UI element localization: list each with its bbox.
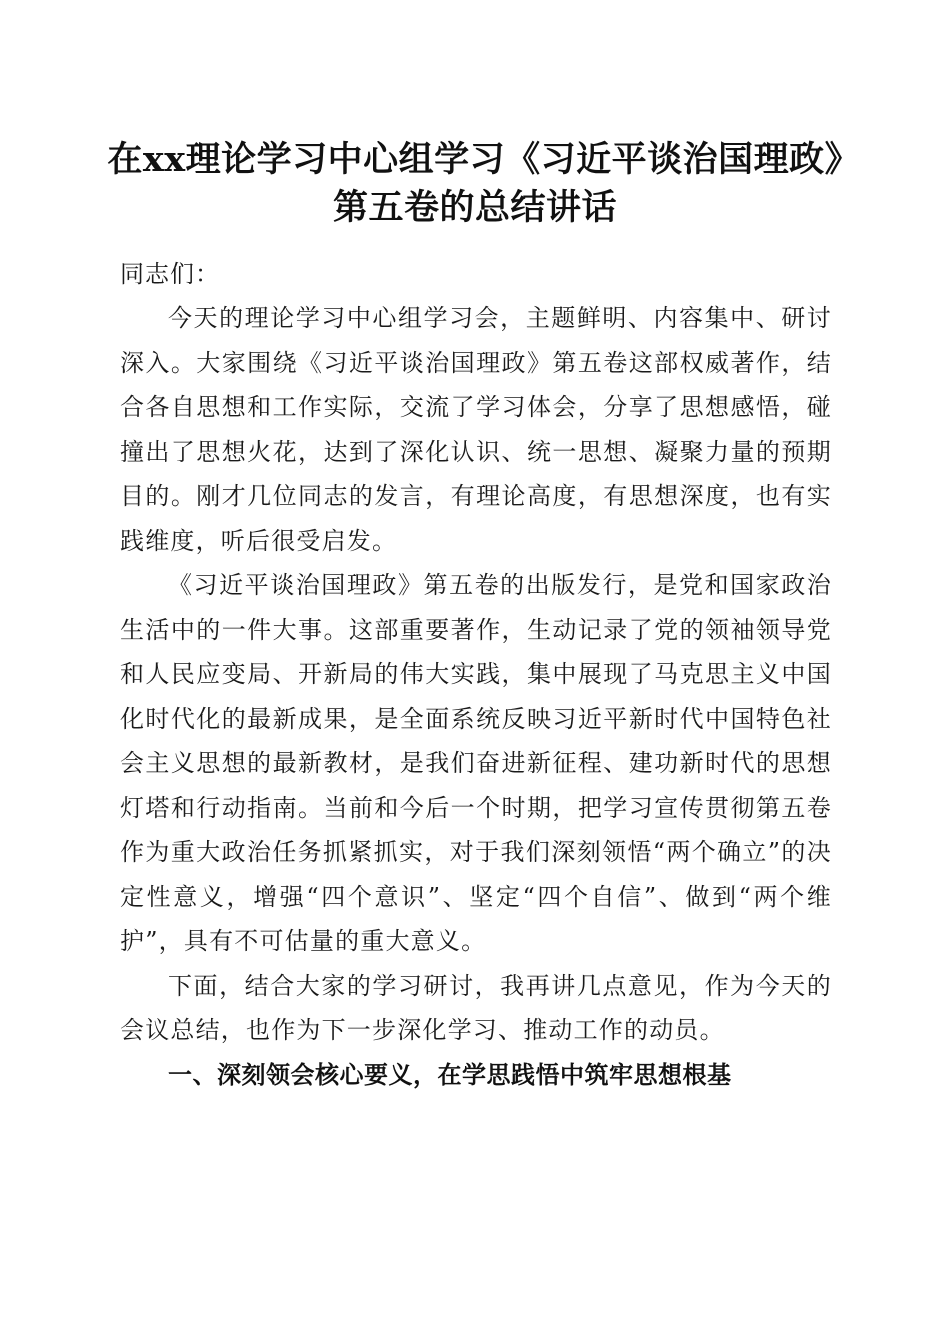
paragraph-3: 下面，结合大家的学习研讨，我再讲几点意见，作为今天的会议总结，也作为下一步深化学习、推动工作的动员。 <box>120 971 832 1044</box>
paragraph-2: 《习近平谈治国理政》第五卷的出版发行，是党和国家政治生活中的一件大事。这部重要著作，生动记录了党的领袖领导党和人民应变局、开新局的伟大实践，集中展现了马克思主义中国化时代化的最新成果，是全面系统反映习近平新时代中国特色社会主义思想的最新教材，是我们奋进新征程、建功新时代的思想灯塔和行动指南。当前和今后一个时期，把学习宣传贯彻第五卷作为重大政治任务抓紧抓实，对于我们深刻领悟“两个确立”的决定性意义，增强“四个意识”、坚定“四个自信”、做到“两个维护”，具有不可估量的重大意义。 <box>120 571 832 955</box>
document-body <box>120 252 832 1097</box>
salutation: 同志们： <box>120 260 220 288</box>
document-title: 在xx理论学习中心组学习《习近平谈治国理政》第五卷的总结讲话 <box>107 139 843 228</box>
paragraph-1: 今天的理论学习中心组学习会，主题鲜明、内容集中、研讨深入。大家围绕《习近平谈治国理政》第五卷这部权威著作，结合各自思想和工作实际，交流了学习体会，分享了思想感悟，碰撞出了思想火花，达到了深化认识、统一思想、凝聚力量的预期目的。刚才几位同志的发言，有理论高度，有思想深度，也有实践维度，听后很受启发。 <box>120 304 832 555</box>
section-heading: 一、深刻领会核心要义，在学思践悟中筑牢思想根基 <box>168 1060 732 1089</box>
